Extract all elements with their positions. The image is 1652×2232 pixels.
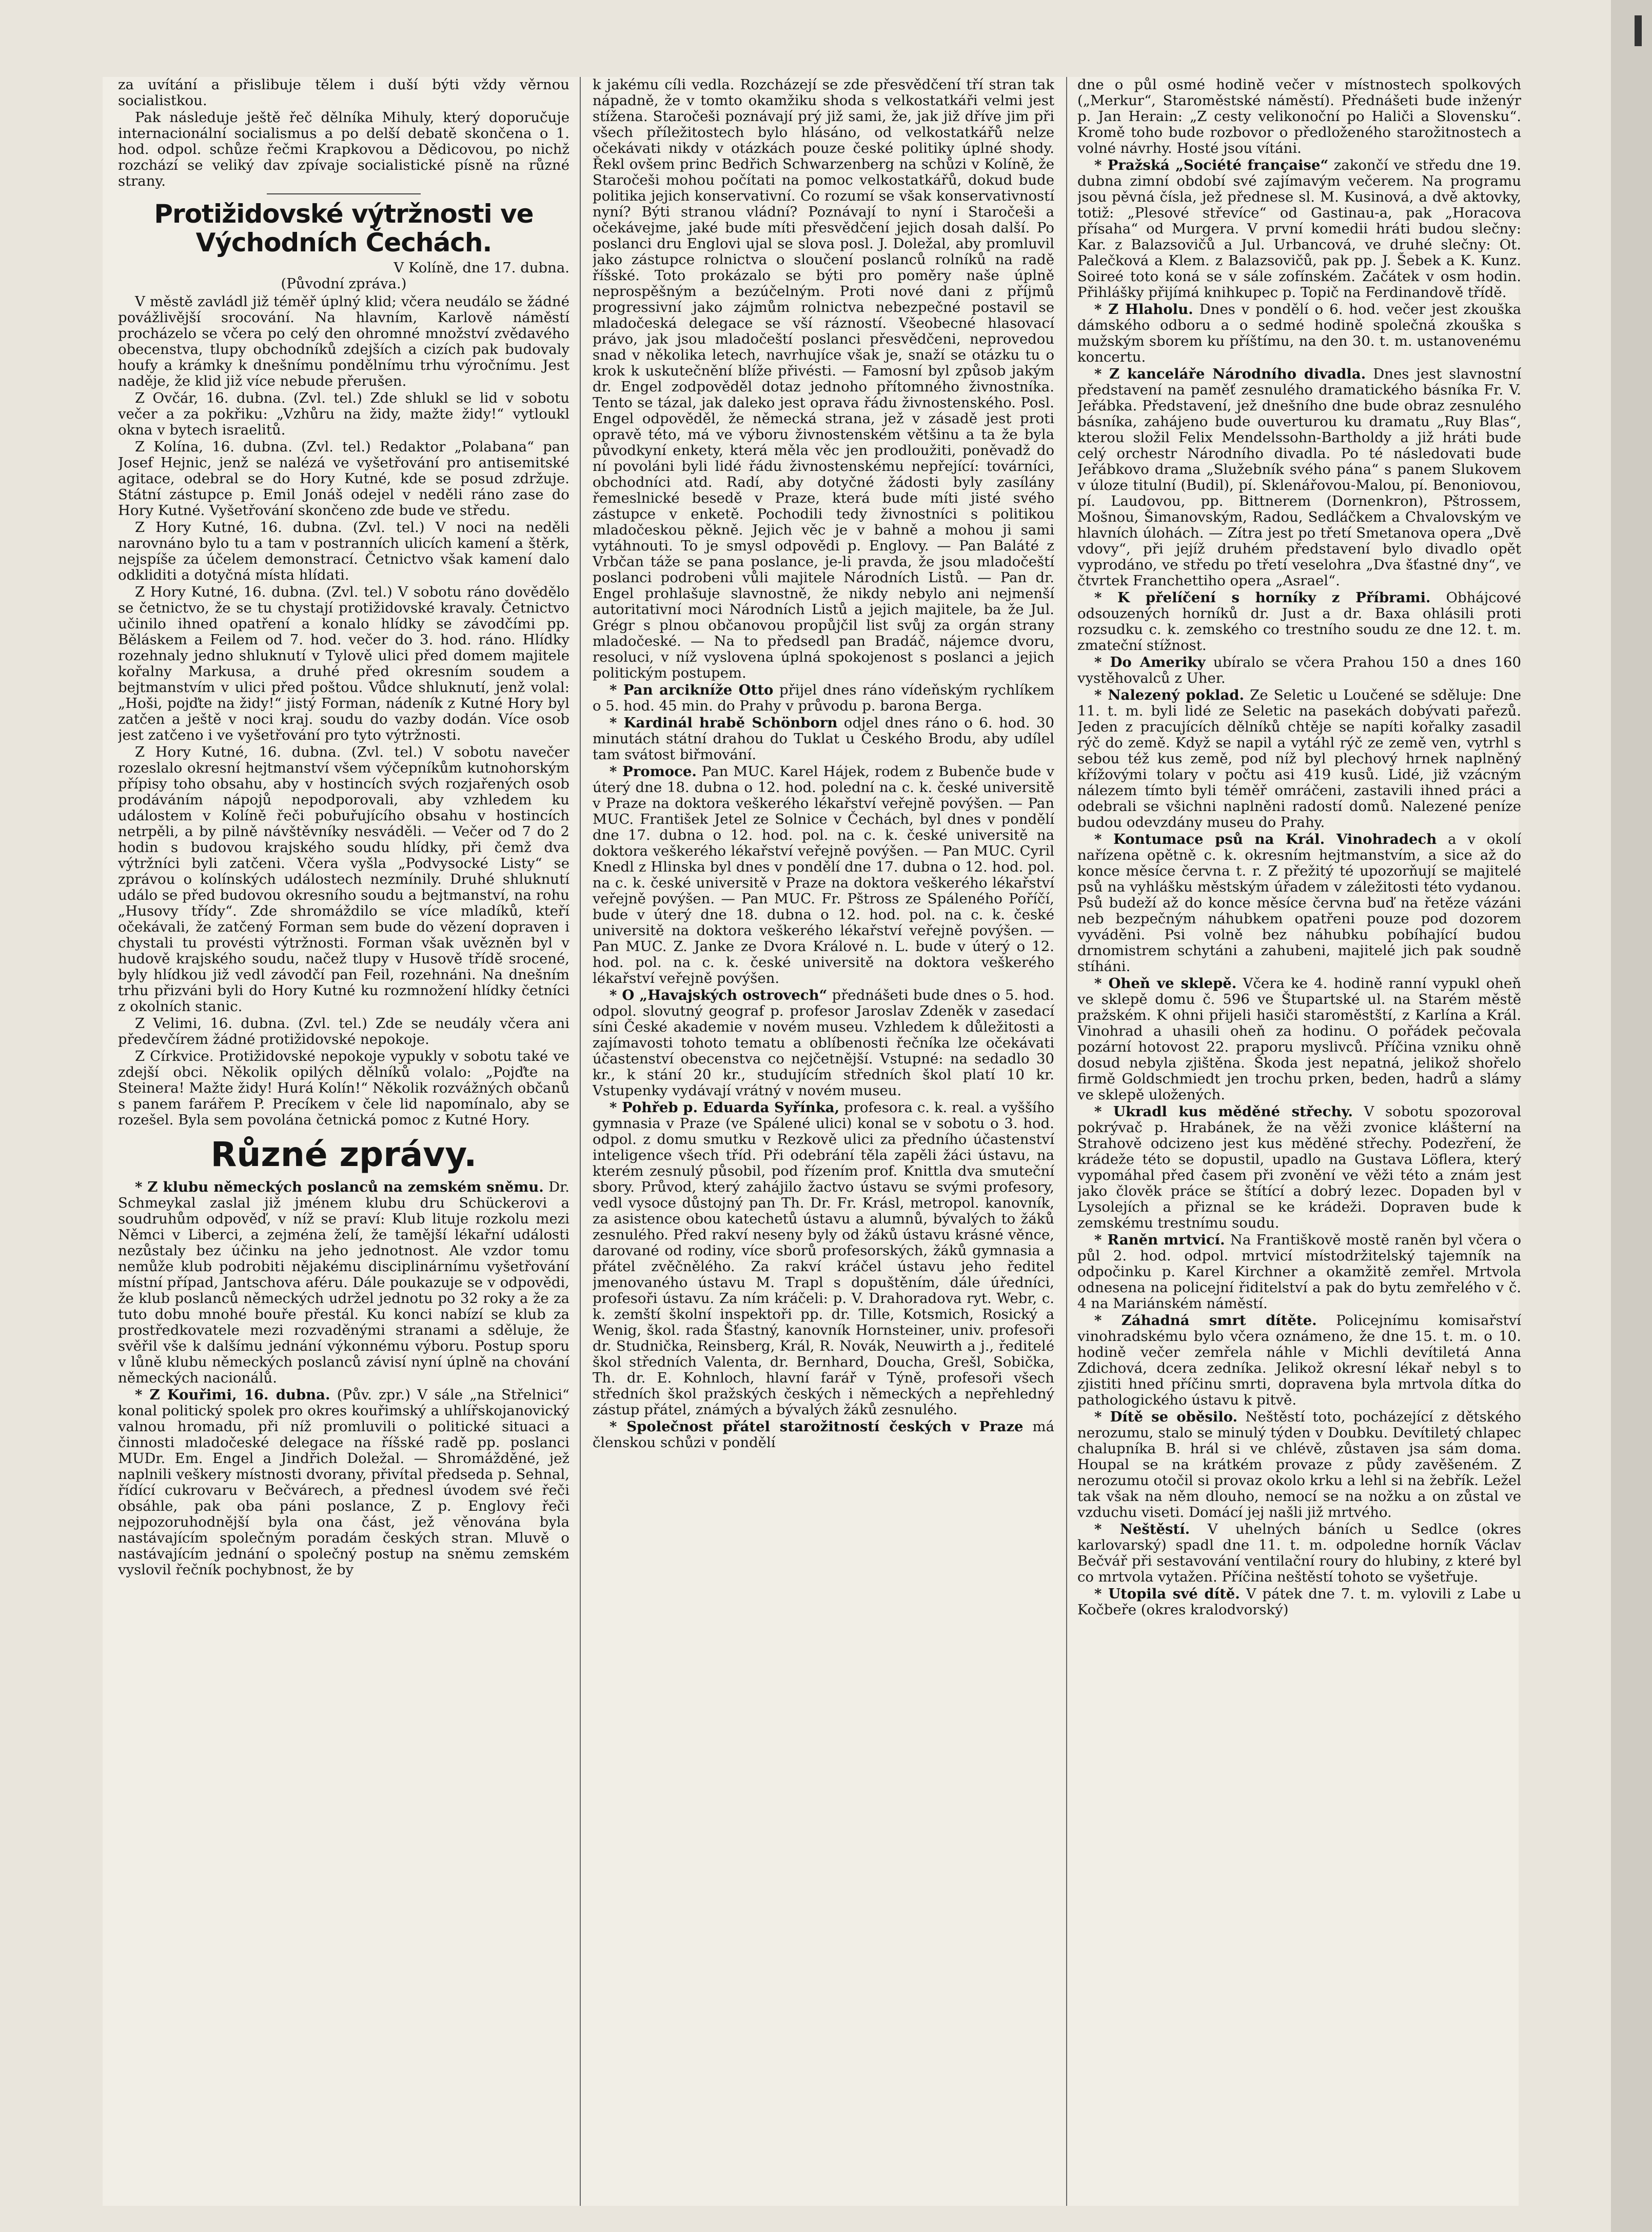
paragraph: dne o půl osmé hodině večer v místnostech spolkových („Merkur“, Staroměstské náměstí). Přednášeti bude inženýr p. Jan Herain: „Z cesty velikonoční po Haliči a Slovensku“. Kromě toho bude rozbovor o předloženého starožitnostech a volné návrhy. Hosté jsou vítáni. [1077, 77, 1521, 156]
item-kicker: * Oheň ve sklepě. [1094, 975, 1237, 992]
item-text: má členskou schůzi v pondělí [593, 1418, 1054, 1451]
item-text: profesora c. k. real. a vyššího gymnasia v Praze (ve Spálené ulici) konal se v sobotu o 3. hod. odpol. z domu smutku v Rezkově ulici za předního účastenství inteligence všech tříd. Při odebrání těla zapěli žáci ústavu, na kterém zesnulý působil, pod řízením prof. Knittla dva smuteční sbory. Průvod, který zahájilo žactvo ústavu se svými profesory, vedl vysoce důstojný pan Th. Dr. Fr. Krásl, metropol. kanovník, za asistence obou katechetů ústavu a alumnů, bývalých to žáků zesnulého. Před rakví neseny byly od žáků ústavu krásné věnce, darované od rodiny, více sborů profesorských, žáků gymnasia a přátel zvěčnělého. Za rakví kráčel ústavu jeho ředitel jmenovaného ústavu M. Trapl s dopuštěním, dále úředníci, profesoři ústavu. Za ním kráčeli: p. V. Drahoradova ryt. Webr, c. k. zemští školní inspektoři pp. dr. Tille, Kotsmich, Rosický a Wenig, škol. rada Šťastný, kanovník Hornsteiner, univ. profesoři dr. Studnička, Reinsberg, Král, R. Novák, Neuwirth a j., ředitelé škol středních Valenta, dr. Bernhard, Doucha, Grešl, Sobička, Th. dr. E. Kohnloch, hlavní farář v Týně, profesoři všech středních škol pražských českých i německých a nepřehledný zástup přátel, známých a bývalých žáků zesnulého. [593, 1099, 1054, 1418]
paragraph [1077, 687, 1521, 831]
item-text: zakončí ve středu dne 19. dubna zimní období své zajímavým večerem. Na programu jsou pěvná čísla, jež přednese sl. M. Kusinová, a dvě aktovky, totiž: „Plesové střevíce“ od Gastinau-a, pak „Horacova přísaha“ od Murgera. V první komedii hráti budou slečny: Kar. z Balazsovičů a Jul. Urbancová, ve druhé slečny: Ot. Palečková a Klem. z Balazsovičů, pak pp. J. Šebek a K. Kunz. Soireé toto koná se v sále zofínském. Začátek v osm hodin. Přihlášky přijímá knihkupec p. Topič na Ferdinandově třídě. [1077, 157, 1521, 301]
item-kicker: * Společnost přátel starožitností českých v Praze [609, 1418, 1024, 1435]
article-headline: Protižidovské výtržnosti ve Východních Čechách. [154, 199, 534, 258]
item-text: přednášeti bude dnes o 5. hod. odpol. slovutný geograf p. profesor Jaroslav Zdeněk v zasedací síni České akademie v novém museu. Vzhledem k důležitosti a zajímavosti tohoto tematu a oblíbenosti řečníka lze očekávati účastenství obecenstva co nejčetnější. Vstupné: na sedadlo 30 kr., k stání 20 kr., studujícím středních škol platí 10 kr. Vstupenky vydávají vrátný v novém museu. [593, 987, 1054, 1099]
item-kicker: * Z Hlaholu. [1094, 301, 1193, 318]
item-kicker: * Promoce. [609, 763, 697, 780]
subheading: (Původní zpráva.) [281, 275, 407, 292]
paragraph: Z Hory Kutné, 16. dubna. (Zvl. tel.) V sobotu navečer rozeslalo okresní hejtmanství všem výčepníkům kutnohorským přípisy toho obsahu, aby v hostincích svých rozjařených osob prodáváním nápojů nepodporovali, aby vzhledem ku událostem v Kolíně řeči pobuřujícího obsahu v hostincích netrpěli, a by pilně návštěvníky nesváděli. — Večer od 7 do 2 hodin s budovou krajského soudu hlídky, při čemž dva výtržníci byli zatčeni. Včera vyšla „Podvysocké Listy“ se zprávou o kolínských událostech nezmínily. Druhé shluknutí událo se před budovou okresního soudu a bejtmanství, na rohu „Husovy třídy“. Zde shromáždilo se více mladíků, kteří očekávali, že zatčený Forman sem bude do vězení dopraven i chystali tu provésti výtržnosti. Forman však uvězněn byl v hudově krajského soudu, načež tlupy v Husově třídě srocené, byly hlídkou již vedl závodčí pan Feil, rozehnáni. Na dnešním trhu přizváni byli do Hory Kutné ku rozmnožení hlídky četníci z okolních stanic. [118, 744, 569, 1015]
item-kicker: * Kardinál hrabě Schönborn [609, 715, 838, 731]
item-text: Ze Seletic u Loučené se sděluje: Dne 11. t. m. byli lidé ze Seletic na pasekách dobývati pařezů. Jeden z pracujících dělníků chtěje se napíti kořalky zasadil rýč do země. Když se napil a vytáhl rýč ze země ven, vytrhl s sebou též kus země, pod níž byl plechový hrnek naplněný křížovými tolary v počtu asi 419 kusů. Lidé, již vzácným nálezem tímto byli téměř omráčeni, zastavili ihned práci a odebrali se všichni naplněni radostí domů. Nalezené peníze budou odevzdány museu do Prahy. [1077, 687, 1521, 831]
item-kicker: * O „Havajských ostrovech“ [609, 987, 828, 1003]
paragraph [118, 1179, 569, 1386]
column-2 [593, 77, 1054, 2206]
paragraph [118, 1387, 569, 1578]
paragraph [1077, 1313, 1521, 1408]
newspaper-page [103, 77, 1519, 2206]
item-text: Včera ke 4. hodině ranní vypukl oheň ve sklepě domu č. 596 ve Štupartské ul. na Starém městě pražském. K ohni přijeli hasiči staroměstští, z Karlína a Král. Vinohrad a uhasili oheň za hodinu. O pořádek pečovala pozární hotovost 22. praporu myslivců. Příčina vzniku ohně dosud nebyla zjištěna. Škoda jest nepatná, jelikož shořelo firmě Goldschmiedt jen trochu prken, beden, hadrů a slámy ve sklepě uložených. [1077, 975, 1521, 1103]
paragraph [1077, 157, 1521, 301]
paragraph [1077, 590, 1521, 654]
item-kicker: * Dítě se oběsilo. [1094, 1409, 1238, 1425]
paragraph [593, 764, 1054, 986]
item-kicker: * Z Kouřimi, 16. dubna. [135, 1387, 330, 1403]
item-kicker: * Záhadná smrt dítěte. [1094, 1312, 1317, 1329]
page-edge [1611, 0, 1652, 2232]
section-title: Různé zprávy. [210, 1135, 477, 1174]
column-1 [118, 77, 569, 2206]
dateline: V Kolíně, dne 17. dubna. [394, 260, 569, 276]
item-kicker: * Z kanceláře Národního divadla. [1094, 366, 1366, 382]
item-kicker: * Nalezený poklad. [1094, 687, 1245, 703]
paragraph [593, 715, 1054, 763]
paragraph [1077, 302, 1521, 365]
item-kicker: * Kontumace psů na Král. Vinohradech [1094, 831, 1437, 847]
item-kicker: * Pražská „Société française“ [1094, 157, 1329, 173]
paragraph [1077, 1232, 1521, 1312]
item-text: Obhájcové odsouzených horníků dr. Just a dr. Baxa ohlásili proti rozsudku c. k. zemského co trestního soudu ze dne 12. t. m. zmateční stížnost. [1077, 589, 1521, 654]
item-kicker: * Utopila své dítě. [1094, 1586, 1240, 1602]
paragraph [1077, 1409, 1521, 1520]
item-kicker: * Pohřeb p. Eduarda Syřínka, [609, 1099, 840, 1116]
paragraph [1077, 366, 1521, 589]
paragraph: Z Církvice. Protižidovské nepokoje vypukly v sobotu také ve zdejší obci. Několik opilých dělníků volalo: „Pojďte na Steinera! Mažte židy! Hurá Kolín!“ Několik rozvážných občanů s panem farářem P. Precíkem v čele lid napomínalo, aby se rozešel. Byla sem povolána četnická pomoc z Kutné Hory. [118, 1048, 569, 1128]
paragraph: Z Hory Kutné, 16. dubna. (Zvl. tel.) V sobotu ráno dovědělo se četnictvo, že se tu chystají protižidovské kravaly. Četnictvo učinilo ihned opatření a konalo hlídky se závodčími pp. Běláskem a Feilem od 7. hod. večer do 3. hod. ráno. Hlídky rozehnaly jedno shluknutí v Tylově ulici před domem majitele kořalny Markusa, a druhé před okresním soudem a bejtmanstvím v ulici před poštou. Vůdce shluknutí, jenž volal: „Hoši, pojďte na židy!“ jistý Forman, nádeník z Kutné Hory byl zatčen a ještě v noci kraj. soudu do vazby dodán. Více osob jest zatčeno i ve vyšetřování pro tyto výtržnosti. [118, 584, 569, 743]
paragraph [593, 1100, 1054, 1418]
paragraph: Pak následuje ještě řeč dělníka Mihuly, který doporučuje internacionální socialismus a po delší debatě skončena o 1. hod. odpol. schůze řečmi Krapkovou a Dědicovou, po nichž rozchází se veliký dav zpívaje socialistické písně na různé strany. [118, 109, 569, 189]
paragraph [593, 1419, 1054, 1451]
item-text: V pátek dne 7. t. m. vylovili z Labe u Kočbeře (okres kralodvorský) [1077, 1586, 1521, 1618]
edge-mark [1635, 15, 1642, 46]
item-text: přijel dnes ráno vídeňským rychlíkem o 5. hod. 45 min. do Prahy v průvodu p. barona Berga. [593, 682, 1054, 714]
paragraph [1077, 976, 1521, 1103]
paragraph: Z Ovčár, 16. dubna. (Zvl. tel.) Zde shlukl se lid v sobotu večer a za pokřiku: „Vzhůru na židy, mažte židy!“ vytloukl okna v bytech israelitů. [118, 390, 569, 438]
item-text: a v okolí nařízena opětně c. k. okresním hejtmanstvím, a sice až do konce měsíce června t. r. Z přežitý té upozorňují se majitelé psů na vyhlášku městským úřadem v záležitosti této vydanou. Psů budeží až do konce měsíce června buď na řetěze vázáni neb bezpečným náhubkem opatřeni pouze pod dozorem vyváděni. Psi volně bez náhubku pobíhající budou drnomistrem schytáni a zahubeni, majitelé jich pak soudně stíháni. [1077, 831, 1521, 975]
paragraph [1077, 655, 1521, 686]
item-kicker: * Raněn mrtvicí. [1094, 1232, 1225, 1248]
paragraph: V městě zavládl již téměř úplný klid; včera neudálo se žádné povážlivější srocování. Na hlavním, Karlově náměstí procházelo se včera po celý den ohromné množství zvědavého obecenstva, tlupy obchodníků zdejších a cizích pak budovaly houfy a krámky k dnešnímu pondělnímu trhu výročnímu. Jest naděje, že klid již více nebude přerušen. [118, 293, 569, 389]
item-text: Dr. Schmeykal zaslal již jménem klubu dru Schückerovi a soudruhům odpověď, v níž se praví: Klub lituje rozkolu mezi Němci v Liberci, a zejména želí, že tamější lékařní události nezůstaly bez účinku na jeho jednotnost. Ale vzdor tomu nemůže klub podrobiti nějakému disciplinárnímu vyšetřování místní případ, Jantschova aféru. Dále poukazuje se v odpovědi, že klub poslanců německých udržel jednotu po 32 roky a že za tuto dobu mnohé bouře přestál. Ku konci nabízí se klub za prostředkovatele mezi rozvaděnými stranami a sděluje, že svěřil vše k dalšímu jednání výkonnému výboru. Postup sporu v lůně klubu německých poslanců závisí nyní úplně na chování německých nacionálů. [118, 1179, 569, 1386]
item-text: Dnes v pondělí o 6. hod. večer jest zkouška dámského odboru a o sedmé hodině společná zkouška s mužským sborem ku příštímu, na den 30. t. m. ustanovenému koncertu. [1077, 301, 1521, 365]
item-kicker: * Do Ameriky [1094, 654, 1206, 670]
item-text: ubíralo se včera Prahou 150 a dnes 160 vystěhovalců z Uher. [1077, 654, 1521, 686]
item-kicker: * Pan arcikníže Otto [609, 682, 774, 698]
paragraph [1077, 1104, 1521, 1231]
item-kicker: * Ukradl kus měděné střechy. [1094, 1103, 1353, 1120]
paragraph: k jakému cíli vedla. Rozcházejí se zde přesvědčení tří stran tak nápadně, že v tomto okamžiku shoda s velkostatkáři velmi jest stížena. Staročeši poznávají prý již sami, že, jak již dříve jim při všech příležitostech bylo hlásáno, od velkostatkářů nelze očekávati nikdy v otázkách pouze české politiky úplné shody. Řekl ovšem princ Bedřich Schwarzenberg na schůzi v Kolíně, že Staročeši mohou počítati na pomoc velkostatkářů, dokud bude politika jejich konservativní. Co rozumí se však konservativností nyní? Býti stranou vládní? Poznávají to nyní i Staročeši a očekávejme, jaké bude míti přesvědčení jejich dosah další. Po poslanci dru Englovi ujal se slova posl. J. Doležal, aby promluvil jako zástupce rolnictva o sloučení poslanců rolníků na radě říšské. Toto prokázalo se býti pro poměry naše úplně neprospěšným a bezúčelným. Proti nové dani z příjmů progressivní jako zájmům rolnictva nebezpečné postavil se mladočeská delegace se vší rázností. Všeobecné hlasovací právo, jak jsou mladočeští poslanci přesvědčeni, neprovedou snad v několika letech, navrhujíce však je, snaží se otázku tu o krok k uskutečnění blíže přivésti. — Famosní byl způsob jakým dr. Engel zodpověděl dotaz jednoho přítomného živnostníka. Tento se tázal, jak daleko jest oprava řádu živnostenského. Posl. Engel odpověděl, že německá strana, jež v zásadě jest proti opravě této, má ve výboru živnostenském většinu a ta že byla původkyní enkety, která měla věc jen prodloužiti, poněvadž do ní povoláni byli lidé řádu živnostenskému nepřející: továrníci, obchodníci atd. Radí, aby dotyčné žádosti byly zasílány řemeslnické besedě v Praze, která bude míti jisté svého zástupce v enketě. Pochodili tedy živnostníci s politikou mladočeskou pěkně. Jejich věc je v bahně a mohou ji sami vytáhnouti. To je smysl odpovědi p. Englovy. — Pan Baláté z Vrbčan táže se pana poslance, je-li pravda, že jsou mladočeští poslanci podrobeni vůli majitele Národních Listů. — Pan dr. Engel prohlašuje slavnostně, že nikdy nebylo ani nejmenší autoritativní moci Národních Listů a jejich majitele, ba že Jul. Grégr s plnou občanovou propůjčil list svůj za orgán strany mladočeské. — Na to předsedl pan Bradáč, nájemce dvoru, resoluci, v níž vyslovena úplná spokojenost s poslanci a jejich politickým postupem. [593, 77, 1054, 681]
item-kicker: * Z klubu německých poslanců na zemském sněmu. [135, 1179, 544, 1195]
item-text: V uhelných báních u Sedlce (okres karlovarský) spadl dne 11. t. m. odpoledne horník Václav Bečvář při sestavování ventilační roury do hlubiny, z které byl co mrtvola vytažen. Příčina neštěstí tohoto se vyšetřuje. [1077, 1521, 1521, 1585]
item-text: Neštěstí toto, pocházející z dětského nerozumu, stalo se minulý týden v Doubku. Devítiletý chlapec chalupníka B. hrál si ve chlévě, zůstaven jsa sám doma. Houpal se na krátkém provaze z půdy zavěšeném. Z nerozumu otočil si provaz okolo krku a lehl si na žebřík. Ležel tak však na něm dlouho, nemocí se na nožku a on zůstal ve vzduchu viseti. Domácí jej našli již mrtvého. [1077, 1409, 1521, 1520]
paragraph [1077, 1522, 1521, 1585]
item-text: odjel dnes ráno o 6. hod. 30 minutách státní drahou do Tuklat u Českého Brodu, aby udílel tam svátost biřmování. [593, 715, 1054, 763]
item-kicker: * K přelíčení s horníky z Příbrami. [1094, 589, 1431, 606]
column-divider [1066, 77, 1067, 2206]
column-divider [580, 77, 581, 2206]
item-text: Dnes jest slavnostní představení na paměť zesnulého dramatického básníka Fr. V. Jeřábka. Představení, jež dnešního dne bude obraz zesnulého básníka, zahájeno bude ouverturou ku dramatu „Ruy Blas“, kterou složil Felix Mendelssohn-Bartholdy a již hráti bude celý orchestr Národního divadla. Po té následovati bude Jeřábkovo drama „Služebník svého pána“ s panem Slukovem v úloze titulní (Budil), pí. Sklenářovou-Malou, pí. Benoniovou, pí. Laudovou, pp. Bittnerem (Dornenkron), Pštrossem, Mošnou, Šimanovským, Radou, Sedláčkem a Chvalovským ve hlavních úlohách. — Zítra jest po třetí Smetanova opera „Dvě vdovy“, při jejíž druhém představení bylo divadlo opět vyprodáno, ve středu po třetí veselohra „Dva šťastné dny“, ve čtvrtek Franchettiho opera „Asrael“. [1077, 366, 1521, 589]
paragraph [593, 987, 1054, 1099]
item-text: Na Františkově mostě raněn byl včera o půl 2. hod. odpol. mrtvicí místodržitelský tajemník na odpočinku p. Karel Kirchner a okamžitě zemřel. Mrtvola odnesena na policejní řiditelství a pak do bytu zemřelého v č. 4 na Mariánském náměstí. [1077, 1232, 1521, 1312]
paragraph: Z Kolína, 16. dubna. (Zvl. tel.) Redaktor „Polabana“ pan Josef Hejnic, jenž se nalézá ve vyšetřování pro antisemitské agitace, odebral se do Hory Kutné, kde se posud zdržuje. Státní zástupce p. Emil Jonáš odejel v neděli ráno zase do Hory Kutné. Vyšetřování skončeno zde bude ve středu. [118, 439, 569, 519]
item-text: Pan MUC. Karel Hájek, rodem z Bubenče bude v úterý dne 18. dubna o 12. hod. polední na c. k. české universitě v Praze na doktora veškerého lékařství veřejně povýšen. — Pan MUC. František Jetel ze Solnice v Čechách, byl dnes v pondělí dne 17. dubna o 12. hod. pol. na c. k. české universitě na doktora veškerého lékařství veřejně povýšen. — Pan MUC. Cyril Knedl z Hlinska byl dnes v pondělí dne 17. dubna o 12. hod. pol. na c. k. české universitě v Praze na doktora veškerého lékařství veřejně povýšen. — Pan MUC. Fr. Pštross ze Spáleného Poříčí, bude v úterý dne 18. dubna o 12. hod. pol. na c. k. české universitě na doktora veškerého lékařství veřejně povýšen. — Pan MUC. Z. Janke ze Dvora Králové n. L. bude v úterý o 12. hod. pol. na c. k. české universitě na doktora veškerého lékařství veřejně povýšen. [593, 763, 1054, 986]
column-3 [1077, 77, 1521, 2206]
section-rule [267, 193, 421, 194]
paragraph: za uvítání a přislibuje tělem i duší býti vždy věrnou socialistkou. [118, 77, 569, 109]
paragraph: Z Velimi, 16. dubna. (Zvl. tel.) Zde se neudály včera ani předevčírem žádné protižidovské nepokoje. [118, 1015, 569, 1048]
paragraph [1077, 832, 1521, 975]
item-text: (Pův. zpr.) V sále „na Střelnici“ konal politický spolek pro okres kouřimský a uhlířskojanovický valnou hromadu, při níž promluvili o politické situaci a činnosti mladočeské delegace na říšské radě pp. poslanci MUDr. Em. Engel a Jindřich Doležal. — Shromážděné, jež naplnili veškery místnosti dvorany, přivítal předseda p. Sehnal, řídící cukrovaru v Bečvárech, a přednesl úvodem své řeči obsáhle, pak oba páni poslance, Z p. Englovy řeči nejpozoruhodnější byla ona část, jež věnována byla nastávajícím společným poradám českých stran. Mluvě o nastávajícím jednání o společný postup na sněmu zemském vyslovil řečník pochybnost, že by [118, 1387, 569, 1578]
item-text: Policejnímu komisařství vinohradskému bylo včera oznámeno, že dne 15. t. m. o 10. hodině večer zemřela náhle v Michli devítiletá Anna Zdichová, dcera zedníka. Jelikož okresní lékař nebyl s to zjistiti hned příčinu smrti, dopravena byla mrtvola dítka do pathologického ústavu k pitvě. [1077, 1312, 1521, 1408]
item-kicker: * Neštěstí. [1094, 1521, 1190, 1537]
item-text: V sobotu spozoroval pokrývač p. Hrabánek, že na věži zvonice klášterní na Strahově odcizeno jest kus měděné střechy. Podezření, že krádeže této se dopustil, upadlo na Gustava Löflera, který vypomáhal před časem při zvonění ve věži této a znám jest jako člověk práce se štítící a dobrý lezec. Dopaden byl v Lysolejích a přiznal se ke krádeži. Dopraven bude k zemskému trestnímu soudu. [1077, 1103, 1521, 1231]
paragraph [593, 682, 1054, 714]
paragraph: Z Hory Kutné, 16. dubna. (Zvl. tel.) V noci na neděli narovnáno bylo tu a tam v postranních ulicích kamení a štěrk, nejspíše za účelem demonstrací. Četnictvo však kamení dalo odkliditi a dotyčná místa hlídati. [118, 519, 569, 583]
paragraph [1077, 1586, 1521, 1618]
